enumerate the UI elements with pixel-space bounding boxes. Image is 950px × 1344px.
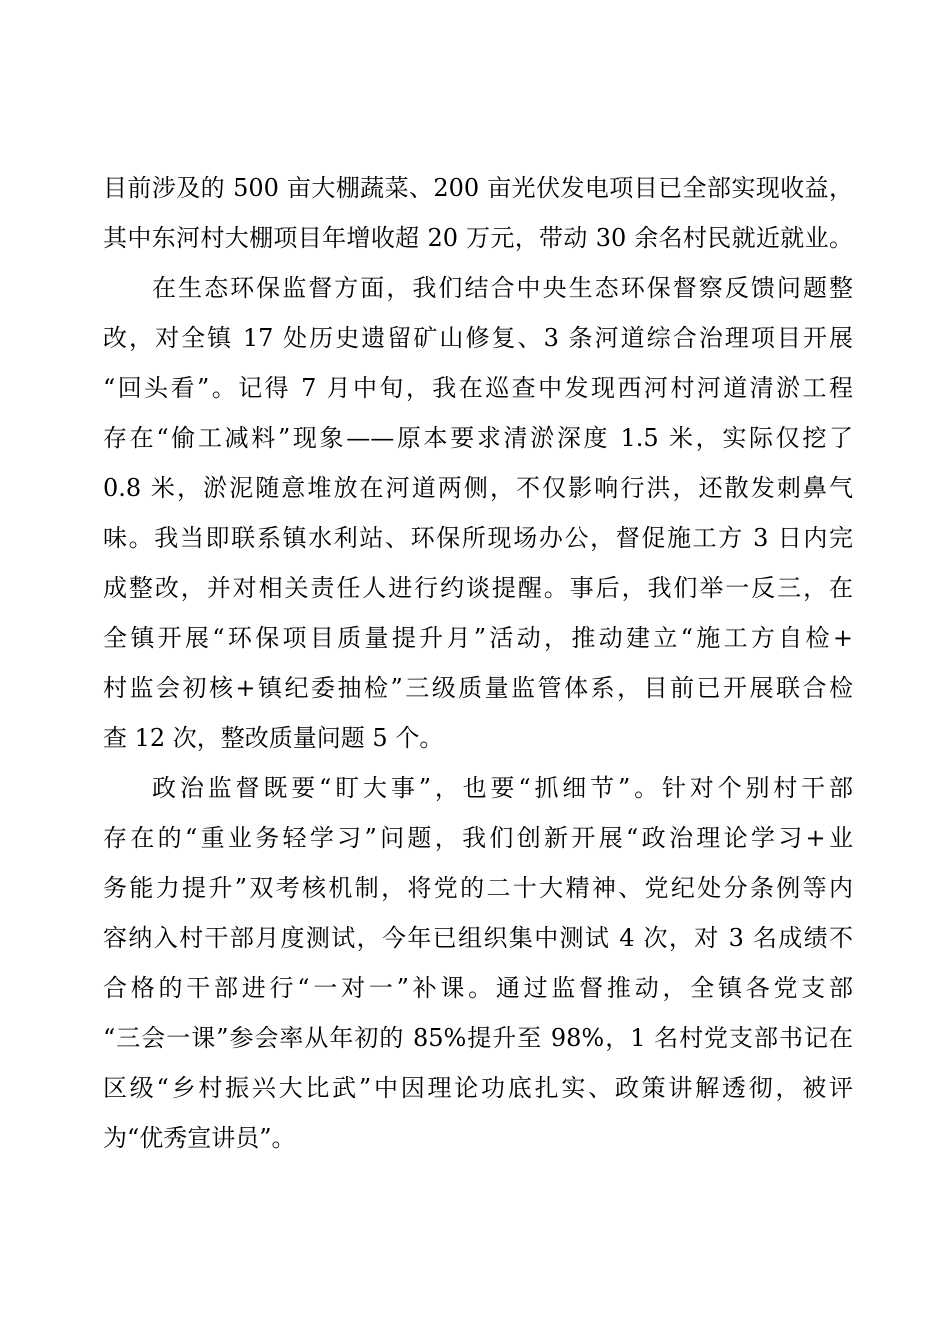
paragraph-2-line-9: 村监会初核+镇纪委抽检”三级质量监管体系，目前已开展联合检 [103, 674, 853, 702]
paragraph-3-line-8: 为“优秀宣讲员”。 [103, 1124, 296, 1152]
paragraph-3-line-5: 合格的干部进行“一对一”补课。通过监督推动，全镇各党支部 [103, 974, 853, 1002]
paragraph-1 [103, 163, 853, 263]
paragraph-3-line-1: 政治监督既要“盯大事”，也要“抓细节”。针对个别村干部 [152, 774, 853, 802]
paragraph-1-line-2: 其中东河村大棚项目年增收超 20 万元，带动 30 余名村民就近就业。 [103, 224, 853, 252]
paragraph-2-line-6: 味。我当即联系镇水利站、环保所现场办公，督促施工方 3 日内完 [103, 524, 853, 552]
paragraph-3-line-3: 务能力提升”双考核机制，将党的二十大精神、党纪处分条例等内 [103, 874, 853, 902]
paragraph-3-line-4: 容纳入村干部月度测试，今年已组织集中测试 4 次，对 3 名成绩不 [103, 924, 853, 952]
paragraph-2-line-1: 在生态环保监督方面，我们结合中央生态环保督察反馈问题整 [152, 274, 853, 302]
paragraph-2-line-10: 查 12 次，整改质量问题 5 个。 [103, 724, 444, 752]
document-body [103, 163, 853, 1163]
paragraph-2-line-2: 改，对全镇 17 处历史遗留矿山修复、3 条河道综合治理项目开展 [103, 324, 853, 352]
paragraph-2 [103, 263, 853, 763]
paragraph-2-line-8: 全镇开展“环保项目质量提升月”活动，推动建立“施工方自检+ [103, 624, 853, 652]
paragraph-3-line-6: “三会一课”参会率从年初的 85%提升至 98%，1 名村党支部书记在 [103, 1024, 853, 1052]
paragraph-2-line-4: 存在“偷工减料”现象——原本要求清淤深度 1.5 米，实际仅挖了 [103, 424, 853, 452]
paragraph-3-line-2: 存在的“重业务轻学习”问题，我们创新开展“政治理论学习+业 [103, 824, 853, 852]
paragraph-2-line-3: “回头看”。记得 7 月中旬，我在巡查中发现西河村河道清淤工程 [103, 374, 853, 402]
paragraph-3 [103, 763, 853, 1163]
paragraph-1-line-1: 目前涉及的 500 亩大棚蔬菜、200 亩光伏发电项目已全部实现收益， [103, 174, 853, 202]
paragraph-2-line-7: 成整改，并对相关责任人进行约谈提醒。事后，我们举一反三，在 [103, 574, 853, 602]
paragraph-3-line-7: 区级“乡村振兴大比武”中因理论功底扎实、政策讲解透彻，被评 [103, 1074, 853, 1102]
paragraph-2-line-5: 0.8 米，淤泥随意堆放在河道两侧，不仅影响行洪，还散发刺鼻气 [103, 474, 853, 502]
